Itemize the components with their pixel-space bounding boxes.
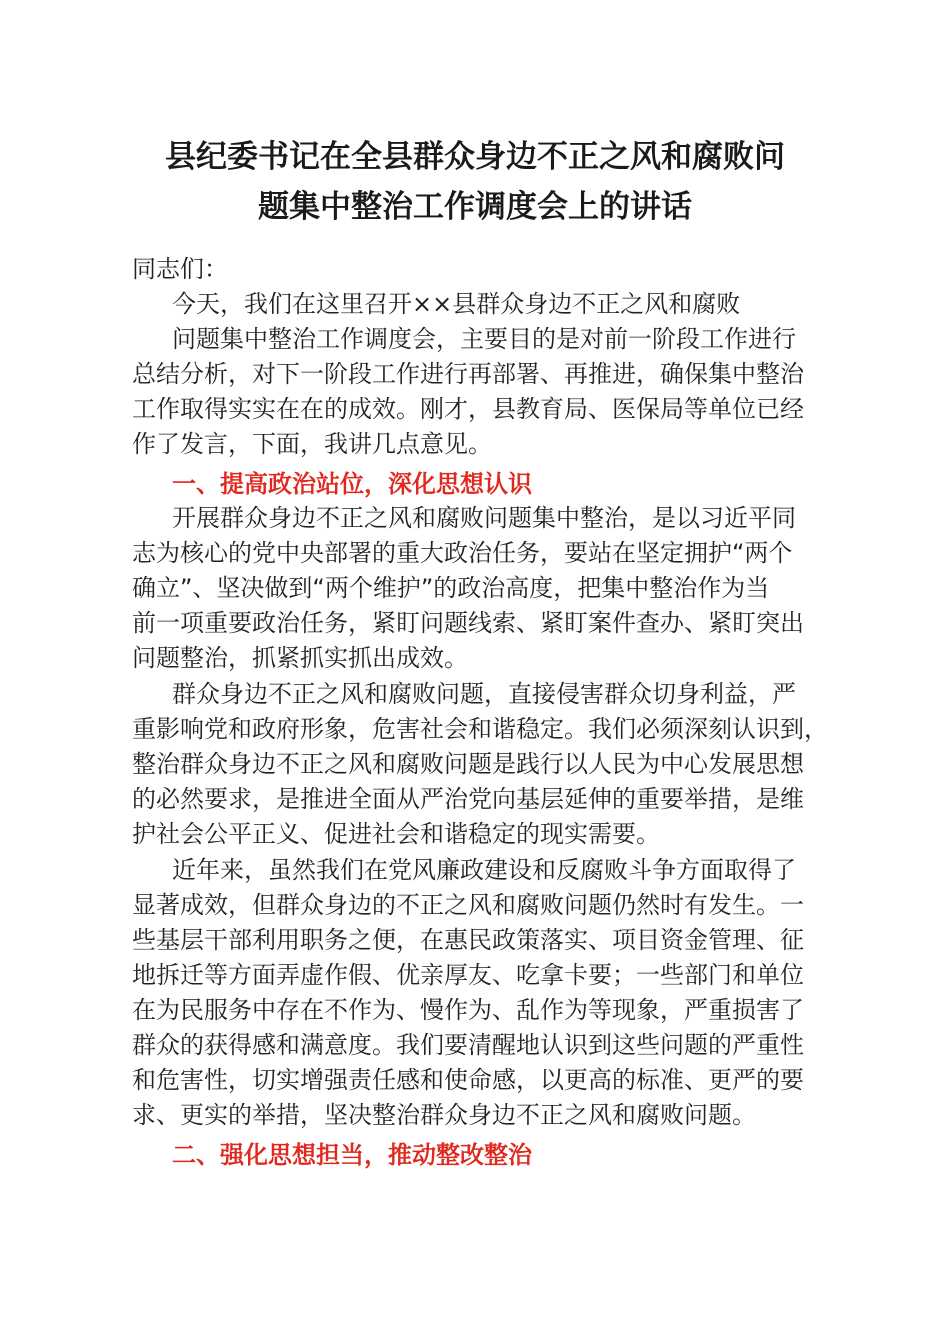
document-title-line-2: 题集中整治工作调度会上的讲话 <box>258 189 692 225</box>
paragraph-line: 重影响党和政府形象，危害社会和谐稳定。我们必须深刻认识到， <box>132 715 828 743</box>
paragraph-line: 群众的获得感和满意度。我们要清醒地认识到这些问题的严重性 <box>132 1031 804 1059</box>
section-heading-2: 二、强化思想担当，推动整改整治 <box>172 1141 532 1169</box>
paragraph-line: 今天，我们在这里召开××县群众身边不正之风和腐败 <box>172 290 741 318</box>
paragraph-line: 确立”、坚决做到“两个维护”的政治高度，把集中整治作为当 <box>132 574 770 602</box>
salutation: 同志们： <box>132 255 228 283</box>
paragraph-line: 问题集中整治工作调度会，主要目的是对前一阶段工作进行 <box>172 325 796 353</box>
document-title-line-1: 县纪委书记在全县群众身边不正之风和腐败问 <box>165 139 785 175</box>
paragraph-line: 群众身边不正之风和腐败问题，直接侵害群众切身利益，严 <box>172 680 796 708</box>
paragraph-line: 近年来，虽然我们在党风廉政建设和反腐败斗争方面取得了 <box>172 856 796 884</box>
paragraph-line: 志为核心的党中央部署的重大政治任务，要站在坚定拥护“两个 <box>132 539 793 567</box>
paragraph-line: 总结分析，对下一阶段工作进行再部署、再推进，确保集中整治 <box>132 360 804 388</box>
paragraph-line: 求、更实的举措，坚决整治群众身边不正之风和腐败问题。 <box>132 1101 756 1129</box>
paragraph-line: 开展群众身边不正之风和腐败问题集中整治，是以习近平同 <box>172 504 796 532</box>
paragraph-line: 显著成效，但群众身边的不正之风和腐败问题仍然时有发生。一 <box>132 891 804 919</box>
paragraph-line: 护社会公平正义、促进社会和谐稳定的现实需要。 <box>132 820 660 848</box>
paragraph-line: 在为民服务中存在不作为、慢作为、乱作为等现象，严重损害了 <box>132 996 804 1024</box>
paragraph-line: 前一项重要政治任务，紧盯问题线索、紧盯案件查办、紧盯突出 <box>132 609 804 637</box>
section-heading-1: 一、提高政治站位，深化思想认识 <box>172 470 532 498</box>
paragraph-line: 和危害性，切实增强责任感和使命感，以更高的标准、更严的要 <box>132 1066 804 1094</box>
paragraph-line: 工作取得实实在在的成效。刚才，县教育局、医保局等单位已经 <box>132 395 804 423</box>
paragraph-line: 地拆迁等方面弄虚作假、优亲厚友、吃拿卡要；一些部门和单位 <box>132 961 804 989</box>
paragraph-line: 些基层干部利用职务之便，在惠民政策落实、项目资金管理、征 <box>132 926 804 954</box>
paragraph-line: 整治群众身边不正之风和腐败问题是践行以人民为中心发展思想 <box>132 750 804 778</box>
paragraph-line: 作了发言，下面，我讲几点意见。 <box>132 430 492 458</box>
paragraph-line: 问题整治，抓紧抓实抓出成效。 <box>132 644 468 672</box>
paragraph-line: 的必然要求，是推进全面从严治党向基层延伸的重要举措，是维 <box>132 785 804 813</box>
